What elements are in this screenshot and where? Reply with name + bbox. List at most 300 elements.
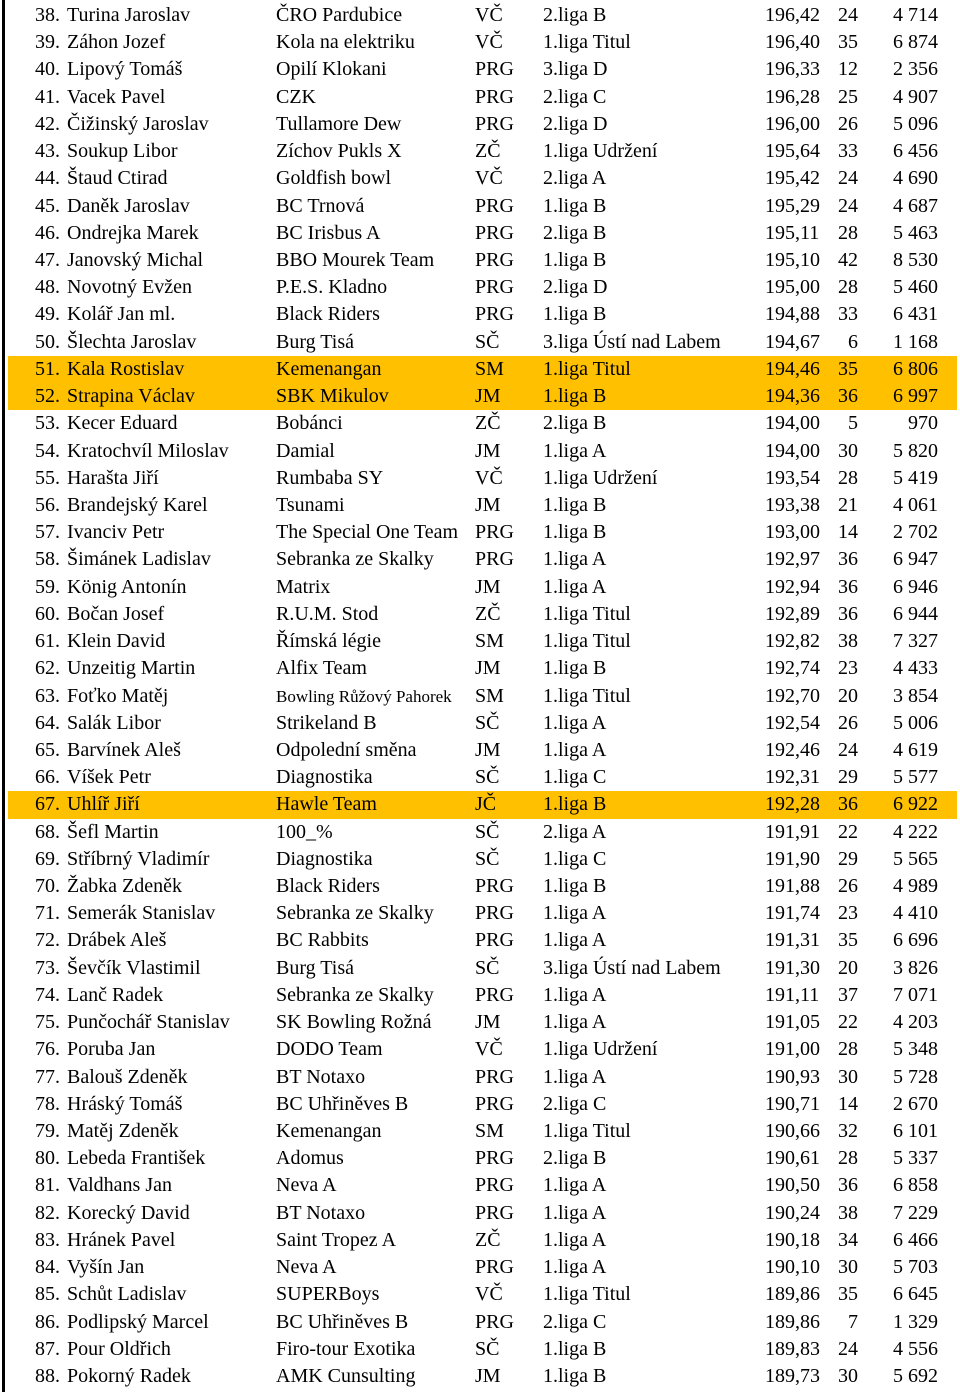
table-row	[8, 1254, 957, 1281]
table-row	[8, 900, 957, 927]
average-cell: 191,88	[765, 875, 820, 898]
team-name-cell: BT Notaxo	[276, 1065, 366, 1088]
rank-cell: 38.	[35, 4, 60, 26]
total-pins-cell: 7 071	[893, 983, 938, 1006]
rank-cell: 52.	[35, 385, 60, 408]
games-cell: 33	[838, 303, 858, 326]
league-cell: 3.liga D	[543, 58, 608, 81]
rank-cell: 60.	[35, 602, 60, 625]
games-cell: 12	[838, 58, 858, 81]
rank-cell: 72.	[35, 929, 60, 952]
rank-cell: 65.	[35, 738, 60, 761]
average-cell: 194,36	[765, 385, 820, 408]
average-cell: 194,88	[765, 303, 820, 326]
average-cell: 196,00	[765, 112, 820, 135]
total-pins-cell: 4 687	[893, 194, 938, 217]
games-cell: 34	[838, 1228, 858, 1251]
region-cell: JM	[475, 1011, 501, 1034]
table-row	[8, 465, 957, 492]
rank-cell: 40.	[35, 58, 60, 81]
rank-cell: 42.	[35, 112, 60, 135]
average-cell: 192,70	[765, 684, 820, 707]
region-cell: SČ	[475, 956, 500, 979]
average-cell: 190,18	[765, 1228, 820, 1251]
total-pins-cell: 6 456	[893, 140, 938, 163]
games-cell: 14	[838, 521, 858, 544]
rank-cell: 53.	[35, 412, 60, 435]
average-cell: 190,93	[765, 1065, 820, 1088]
team-name-cell: Tsunami	[276, 493, 345, 516]
table-row	[8, 1064, 957, 1091]
table-row-highlighted	[8, 356, 957, 383]
table-row	[8, 56, 957, 83]
team-name-cell: R.U.M. Stod	[276, 602, 379, 625]
average-cell: 192,28	[765, 793, 820, 816]
average-cell: 194,67	[765, 330, 820, 353]
player-name-cell: Šefl Martin	[67, 820, 159, 843]
region-cell: PRG	[475, 1065, 514, 1088]
team-name-cell: Strikeland B	[276, 711, 377, 734]
league-cell: 2.liga D	[543, 276, 608, 299]
player-name-cell: Víšek Petr	[67, 766, 151, 789]
average-cell: 195,42	[765, 167, 820, 190]
player-name-cell: Daněk Jaroslav	[67, 194, 190, 217]
player-name-cell: Záhon Jozef	[67, 31, 166, 54]
total-pins-cell: 5 348	[893, 1038, 938, 1061]
average-cell: 191,00	[765, 1038, 820, 1061]
league-cell: 1.liga A	[543, 902, 607, 925]
average-cell: 190,61	[765, 1147, 820, 1170]
region-cell: VČ	[475, 466, 503, 489]
team-name-cell: Matrix	[276, 575, 331, 598]
team-name-cell: Goldfish bowl	[276, 167, 391, 190]
region-cell: PRG	[475, 112, 514, 135]
team-name-cell: BC Irisbus A	[276, 221, 381, 244]
average-cell: 193,54	[765, 466, 820, 489]
rank-cell: 83.	[35, 1228, 60, 1251]
games-cell: 7	[848, 1310, 858, 1333]
rank-cell: 75.	[35, 1011, 60, 1034]
team-name-cell: Burg Tisá	[276, 956, 355, 979]
region-cell: VČ	[475, 31, 503, 54]
games-cell: 28	[838, 1038, 858, 1061]
player-name-cell: Čižinský Jaroslav	[67, 112, 209, 135]
team-name-cell: Black Riders	[276, 875, 380, 898]
player-name-cell: Barvínek Aleš	[67, 738, 181, 761]
table-row	[8, 628, 957, 655]
average-cell: 190,71	[765, 1092, 820, 1115]
team-name-cell: 100_%	[276, 820, 333, 843]
total-pins-cell: 5 006	[893, 711, 938, 734]
league-cell: 2.liga B	[543, 221, 607, 244]
games-cell: 37	[838, 983, 858, 1006]
games-cell: 24	[838, 4, 858, 26]
total-pins-cell: 4 989	[893, 875, 938, 898]
rank-cell: 62.	[35, 657, 60, 680]
average-cell: 195,00	[765, 276, 820, 299]
average-cell: 190,50	[765, 1174, 820, 1197]
player-name-cell: Šlechta Jaroslav	[67, 330, 197, 353]
region-cell: PRG	[475, 303, 514, 326]
league-cell: 1.liga B	[543, 657, 607, 680]
team-name-cell: Bobánci	[276, 412, 343, 435]
games-cell: 30	[838, 439, 858, 462]
average-cell: 189,86	[765, 1310, 820, 1333]
player-name-cell: Punčochář Stanislav	[67, 1011, 230, 1034]
league-cell: 1.liga A	[543, 439, 607, 462]
table-row	[8, 1281, 957, 1308]
table-row	[8, 927, 957, 954]
total-pins-cell: 6 101	[893, 1120, 938, 1143]
average-cell: 196,33	[765, 58, 820, 81]
team-name-cell: BC Uhřiněves B	[276, 1310, 409, 1333]
games-cell: 24	[838, 738, 858, 761]
games-cell: 21	[838, 493, 858, 516]
team-name-cell: Tullamore Dew	[276, 112, 402, 135]
league-cell: 1.liga A	[543, 738, 607, 761]
table-row	[8, 492, 957, 519]
table-row	[8, 138, 957, 165]
games-cell: 36	[838, 1174, 858, 1197]
team-name-cell: BT Notaxo	[276, 1201, 366, 1224]
player-name-cell: Poruba Jan	[67, 1038, 156, 1061]
team-name-cell: Saint Tropez A	[276, 1228, 397, 1251]
region-cell: JM	[475, 439, 501, 462]
region-cell: SČ	[475, 1337, 500, 1360]
league-cell: 1.liga B	[543, 303, 607, 326]
region-cell: JM	[475, 738, 501, 761]
player-name-cell: Kecer Eduard	[67, 412, 178, 435]
average-cell: 191,91	[765, 820, 820, 843]
table-row	[8, 764, 957, 791]
total-pins-cell: 1 329	[893, 1310, 938, 1333]
league-cell: 1.liga Udržení	[543, 140, 658, 163]
region-cell: SM	[475, 357, 504, 380]
league-cell: 2.liga A	[543, 167, 607, 190]
average-cell: 192,46	[765, 738, 820, 761]
player-name-cell: Harašta Jiří	[67, 466, 159, 489]
region-cell: PRG	[475, 1256, 514, 1279]
league-cell: 1.liga B	[543, 875, 607, 898]
region-cell: PRG	[475, 221, 514, 244]
player-name-cell: Kratochvíl Miloslav	[67, 439, 229, 462]
total-pins-cell: 5 565	[893, 847, 938, 870]
player-name-cell: Bočan Josef	[67, 602, 165, 625]
league-cell: 1.liga Titul	[543, 684, 631, 707]
region-cell: PRG	[475, 194, 514, 217]
total-pins-cell: 6 944	[893, 602, 938, 625]
rank-cell: 59.	[35, 575, 60, 598]
region-cell: VČ	[475, 4, 503, 26]
player-name-cell: Pokorný Radek	[67, 1365, 191, 1387]
table-row	[8, 546, 957, 573]
rank-cell: 64.	[35, 711, 60, 734]
total-pins-cell: 5 692	[893, 1365, 938, 1387]
region-cell: PRG	[475, 248, 514, 271]
player-name-cell: Stříbrný Vladimír	[67, 847, 210, 870]
total-pins-cell: 6 874	[893, 31, 938, 54]
team-name-cell: Adomus	[276, 1147, 344, 1170]
total-pins-cell: 4 433	[893, 657, 938, 680]
league-cell: 1.liga Udržení	[543, 466, 658, 489]
rank-cell: 76.	[35, 1038, 60, 1061]
total-pins-cell: 2 702	[893, 521, 938, 544]
league-cell: 2.liga B	[543, 4, 607, 26]
rank-cell: 86.	[35, 1310, 60, 1333]
average-cell: 195,11	[765, 221, 820, 244]
games-cell: 28	[838, 276, 858, 299]
total-pins-cell: 2 670	[893, 1092, 938, 1115]
average-cell: 190,66	[765, 1120, 820, 1143]
team-name-cell: BC Trnová	[276, 194, 365, 217]
region-cell: ZČ	[475, 412, 501, 435]
region-cell: SČ	[475, 711, 500, 734]
average-cell: 192,54	[765, 711, 820, 734]
games-cell: 30	[838, 1256, 858, 1279]
total-pins-cell: 8 530	[893, 248, 938, 271]
team-name-cell: The Special One Team	[276, 521, 459, 544]
average-cell: 191,90	[765, 847, 820, 870]
region-cell: PRG	[475, 85, 514, 108]
total-pins-cell: 5 577	[893, 766, 938, 789]
table-row	[8, 193, 957, 220]
games-cell: 23	[838, 902, 858, 925]
player-name-cell: Soukup Libor	[67, 140, 178, 163]
league-cell: 2.liga C	[543, 85, 607, 108]
team-name-cell: Sebranka ze Skalky	[276, 902, 434, 925]
region-cell: VČ	[475, 167, 503, 190]
region-cell: PRG	[475, 58, 514, 81]
player-name-cell: Semerák Stanislav	[67, 902, 216, 925]
table-row	[8, 1118, 957, 1145]
region-cell: ZČ	[475, 140, 501, 163]
team-name-cell: Bowling Růžový Pahorek	[276, 686, 452, 706]
player-name-cell: Ivanciv Petr	[67, 521, 165, 544]
games-cell: 36	[838, 548, 858, 571]
league-cell: 1.liga Titul	[543, 357, 631, 380]
games-cell: 24	[838, 194, 858, 217]
games-cell: 35	[838, 357, 858, 380]
player-name-cell: Brandejský Karel	[67, 493, 208, 516]
games-cell: 38	[838, 1201, 858, 1224]
rank-cell: 48.	[35, 276, 60, 299]
team-name-cell: Rumbaba SY	[276, 466, 384, 489]
total-pins-cell: 6 922	[893, 793, 938, 816]
table-row	[8, 111, 957, 138]
player-name-cell: Uhlíř Jiří	[67, 793, 140, 816]
player-name-cell: Šimánek Ladislav	[67, 548, 211, 571]
league-cell: 2.liga C	[543, 1092, 607, 1115]
table-row	[8, 84, 957, 111]
rank-cell: 63.	[35, 684, 60, 707]
table-row	[8, 165, 957, 192]
region-cell: SČ	[475, 766, 500, 789]
games-cell: 30	[838, 1365, 858, 1387]
rank-cell: 80.	[35, 1147, 60, 1170]
games-cell: 35	[838, 31, 858, 54]
games-cell: 25	[838, 85, 858, 108]
total-pins-cell: 5 463	[893, 221, 938, 244]
games-cell: 36	[838, 602, 858, 625]
league-cell: 1.liga Titul	[543, 1120, 631, 1143]
total-pins-cell: 7 327	[893, 630, 938, 653]
table-row	[8, 873, 957, 900]
league-cell: 1.liga Titul	[543, 630, 631, 653]
table-row	[8, 1145, 957, 1172]
games-cell: 24	[838, 167, 858, 190]
games-cell: 36	[838, 793, 858, 816]
games-cell: 29	[838, 766, 858, 789]
games-cell: 32	[838, 1120, 858, 1143]
region-cell: VČ	[475, 1038, 503, 1061]
rank-cell: 51.	[35, 357, 60, 380]
rank-cell: 74.	[35, 983, 60, 1006]
average-cell: 190,24	[765, 1201, 820, 1224]
average-cell: 189,73	[765, 1365, 820, 1387]
player-name-cell: Janovský Michal	[67, 248, 204, 271]
league-cell: 2.liga B	[543, 1147, 607, 1170]
rank-cell: 77.	[35, 1065, 60, 1088]
league-cell: 1.liga B	[543, 521, 607, 544]
total-pins-cell: 6 696	[893, 929, 938, 952]
games-cell: 24	[838, 1337, 858, 1360]
rank-cell: 79.	[35, 1120, 60, 1143]
rank-cell: 70.	[35, 875, 60, 898]
league-cell: 3.liga Ústí nad Labem	[543, 956, 721, 979]
rank-cell: 69.	[35, 847, 60, 870]
team-name-cell: AMK Cunsulting	[276, 1365, 416, 1387]
league-cell: 1.liga B	[543, 248, 607, 271]
games-cell: 26	[838, 875, 858, 898]
player-name-cell: Klein David	[67, 630, 166, 653]
league-cell: 3.liga Ústí nad Labem	[543, 330, 721, 353]
total-pins-cell: 4 714	[893, 4, 938, 26]
league-cell: 1.liga A	[543, 1065, 607, 1088]
average-cell: 196,28	[765, 85, 820, 108]
total-pins-cell: 5 337	[893, 1147, 938, 1170]
table-row	[8, 982, 957, 1009]
total-pins-cell: 7 229	[893, 1201, 938, 1224]
rank-cell: 50.	[35, 330, 60, 353]
average-cell: 192,94	[765, 575, 820, 598]
team-name-cell: Sebranka ze Skalky	[276, 548, 434, 571]
league-cell: 1.liga B	[543, 793, 607, 816]
region-cell: SČ	[475, 330, 500, 353]
games-cell: 22	[838, 1011, 858, 1034]
rank-cell: 85.	[35, 1283, 60, 1306]
player-name-cell: Pour Oldřich	[67, 1337, 171, 1360]
team-name-cell: DODO Team	[276, 1038, 383, 1061]
average-cell: 192,97	[765, 548, 820, 571]
team-name-cell: BBO Mourek Team	[276, 248, 435, 271]
region-cell: JM	[475, 385, 501, 408]
team-name-cell: SK Bowling Rožná	[276, 1011, 432, 1034]
rank-cell: 57.	[35, 521, 60, 544]
team-name-cell: ČRO Pardubice	[276, 4, 403, 26]
region-cell: VČ	[475, 1283, 503, 1306]
games-cell: 35	[838, 1283, 858, 1306]
team-name-cell: BC Uhřiněves B	[276, 1092, 409, 1115]
rank-cell: 46.	[35, 221, 60, 244]
table-row	[8, 519, 957, 546]
player-name-cell: Salák Libor	[67, 711, 161, 734]
table-row	[8, 274, 957, 301]
games-cell: 35	[838, 929, 858, 952]
league-cell: 1.liga A	[543, 983, 607, 1006]
player-name-cell: Žabka Zdeněk	[67, 875, 182, 898]
total-pins-cell: 6 858	[893, 1174, 938, 1197]
average-cell: 191,31	[765, 929, 820, 952]
team-name-cell: Kola na elektriku	[276, 31, 415, 54]
player-name-cell: Foťko Matěj	[67, 684, 169, 707]
rank-cell: 39.	[35, 31, 60, 54]
player-name-cell: Hránek Pavel	[67, 1228, 176, 1251]
league-cell: 1.liga Titul	[543, 602, 631, 625]
games-cell: 33	[838, 140, 858, 163]
rank-cell: 61.	[35, 630, 60, 653]
league-cell: 1.liga C	[543, 847, 607, 870]
total-pins-cell: 5 419	[893, 466, 938, 489]
team-name-cell: Hawle Team	[276, 793, 377, 816]
table-row	[8, 1036, 957, 1063]
region-cell: PRG	[475, 1092, 514, 1115]
games-cell: 28	[838, 466, 858, 489]
total-pins-cell: 4 410	[893, 902, 938, 925]
region-cell: SČ	[475, 820, 500, 843]
games-cell: 28	[838, 221, 858, 244]
table-row-highlighted	[8, 383, 957, 410]
table-row	[8, 601, 957, 628]
league-cell: 1.liga C	[543, 766, 607, 789]
table-row	[8, 710, 957, 737]
games-cell: 42	[838, 248, 858, 271]
player-name-cell: Vacek Pavel	[67, 85, 166, 108]
region-cell: ZČ	[475, 1228, 501, 1251]
team-name-cell: Sebranka ze Skalky	[276, 983, 434, 1006]
average-cell: 194,00	[765, 412, 820, 435]
team-name-cell: Black Riders	[276, 303, 380, 326]
region-cell: JM	[475, 657, 501, 680]
league-cell: 1.liga A	[543, 929, 607, 952]
rank-cell: 88.	[35, 1365, 60, 1387]
total-pins-cell: 4 556	[893, 1337, 938, 1360]
total-pins-cell: 4 222	[893, 820, 938, 843]
region-cell: PRG	[475, 983, 514, 1006]
region-cell: PRG	[475, 1147, 514, 1170]
team-name-cell: Diagnostika	[276, 847, 373, 870]
team-name-cell: Firo-tour Exotika	[276, 1337, 416, 1360]
region-cell: PRG	[475, 1310, 514, 1333]
rank-cell: 81.	[35, 1174, 60, 1197]
region-cell: SČ	[475, 847, 500, 870]
region-cell: PRG	[475, 1201, 514, 1224]
games-cell: 20	[838, 956, 858, 979]
table-row	[8, 1091, 957, 1118]
games-cell: 26	[838, 711, 858, 734]
player-name-cell: Ondrejka Marek	[67, 221, 199, 244]
league-cell: 1.liga A	[543, 1256, 607, 1279]
total-pins-cell: 3 854	[893, 684, 938, 707]
team-name-cell: P.E.S. Kladno	[276, 276, 388, 299]
player-name-cell: Lebeda František	[67, 1147, 206, 1170]
team-name-cell: Zíchov Pukls X	[276, 140, 402, 163]
average-cell: 192,74	[765, 657, 820, 680]
player-name-cell: König Antonín	[67, 575, 187, 598]
average-cell: 196,40	[765, 31, 820, 54]
table-row	[8, 247, 957, 274]
rank-cell: 67.	[35, 793, 60, 816]
player-name-cell: Novotný Evžen	[67, 276, 192, 299]
